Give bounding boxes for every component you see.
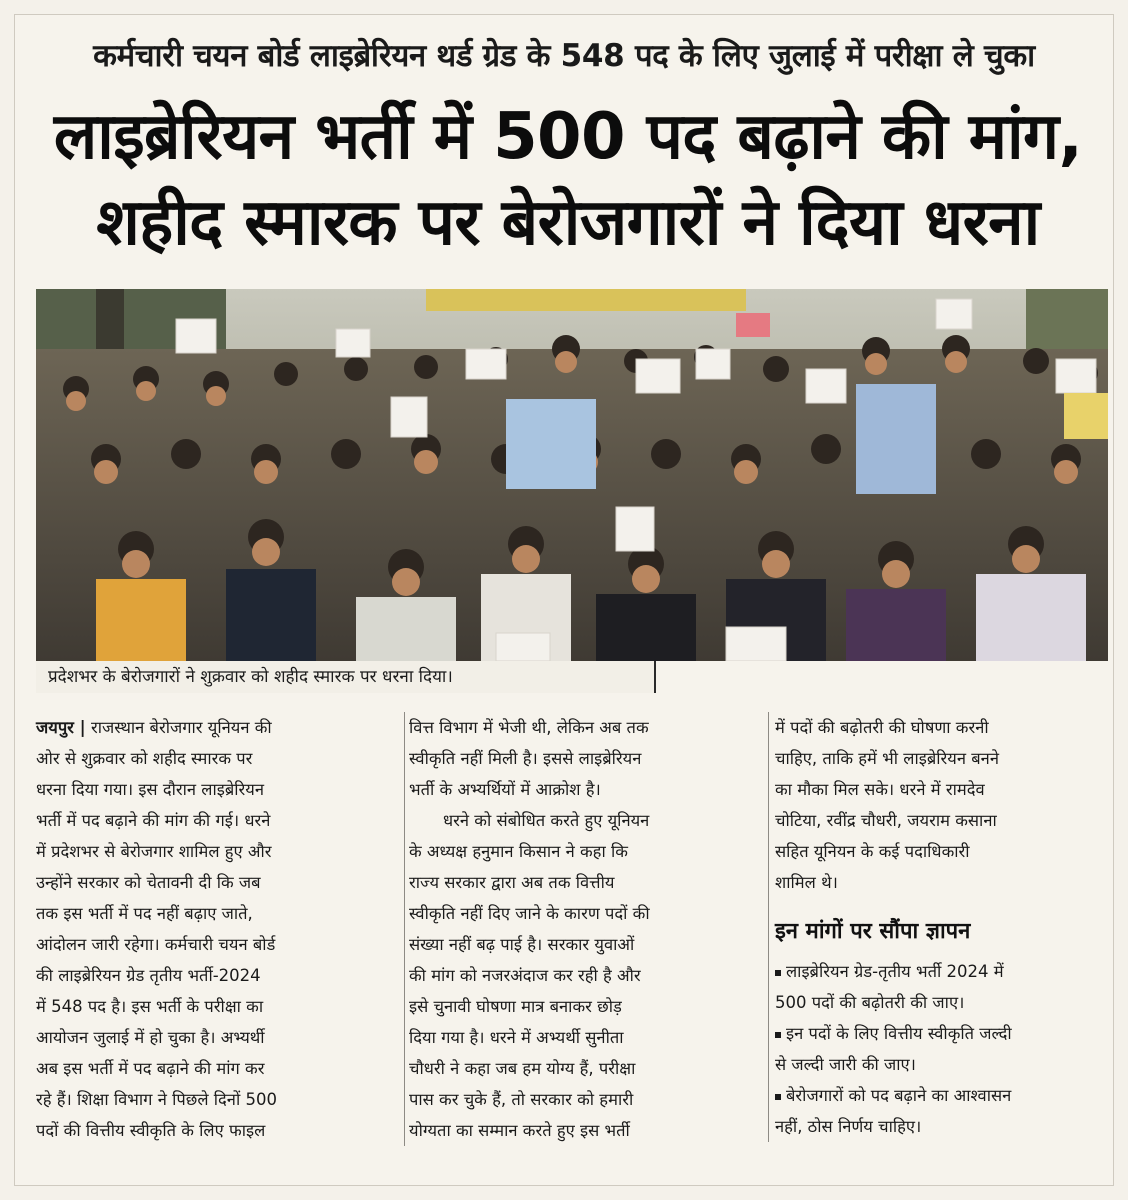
col2-line-1: वित्त विभाग में भेजी थी, लेकिन अब तक: [409, 718, 649, 737]
col3-line-3: का मौका मिल सके। धरने में रामदेव: [775, 780, 985, 799]
col1-line-14: पदों की वित्तीय स्वीकृति के लिए फाइल: [36, 1121, 266, 1140]
photo-caption: प्रदेशभर के बेरोजगारों ने शुक्रवार को शहीद स्मारक पर धरना दिया।: [36, 661, 656, 693]
col3-line-4: चोटिया, रवींद्र चौधरी, जयराम कसाना: [775, 811, 997, 830]
col2-line-9: की मांग को नजरअंदाज कर रही है और: [409, 966, 641, 985]
headline-line-1: लाइब्रेरियन भर्ती में 500 पद बढ़ाने की मांग,: [53, 100, 1083, 174]
article-column-2: [404, 712, 755, 1146]
col2-line-11: दिया गया है। धरने में अभ्यर्थी सुनीता: [409, 1028, 624, 1047]
col2-line-2: स्वीकृति नहीं मिली है। इससे लाइब्रेरियन: [409, 749, 642, 768]
col2-line-12: चौधरी ने कहा जब हम योग्य हैं, परीक्षा: [409, 1059, 636, 1078]
col3-line-1: में पदों की बढ़ोतरी की घोषणा करनी: [775, 718, 989, 737]
demands-subheading: इन मांगों पर सौंपा ज्ञापन: [775, 919, 971, 944]
col2-line-13: पास कर चुके हैं, तो सरकार को हमारी: [409, 1090, 634, 1109]
col2-line-5: के अध्यक्ष हनुमान किसान ने कहा कि: [409, 842, 628, 861]
col1-line-9: की लाइब्रेरियन ग्रेड तृतीय भर्ती-2024: [36, 966, 261, 985]
col2-line-10: इसे चुनावी घोषणा मात्र बनाकर छोड़: [409, 997, 622, 1016]
headline: [28, 94, 1108, 266]
protest-photo: [36, 289, 1108, 661]
bullet-icon: [775, 1094, 781, 1100]
col1-line-8: आंदोलन जारी रहेगा। कर्मचारी चयन बोर्ड: [36, 935, 276, 954]
col1-line-6: उन्होंने सरकार को चेतावनी दी कि जब: [36, 873, 261, 892]
article-column-1: [36, 712, 382, 1146]
article-column-3: [768, 712, 1115, 1142]
col1-line-1: जयपुर | राजस्थान बेरोजगार यूनियन की: [36, 718, 272, 737]
col1-line-7: तक इस भर्ती में पद नहीं बढ़ाए जाते,: [36, 904, 253, 923]
col1-line-5: में प्रदेशभर से बेरोजगार शामिल हुए और: [36, 842, 272, 861]
dateline: जयपुर |: [36, 718, 86, 737]
col3-line-5: सहित यूनियन के कई पदाधिकारी: [775, 842, 970, 861]
col2-line-4: धरने को संबोधित करते हुए यूनियन: [443, 811, 650, 830]
bullet-icon: [775, 970, 781, 976]
col3-line-2: चाहिए, ताकि हमें भी लाइब्रेरियन बनने: [775, 749, 999, 768]
col1-line-12: अब इस भर्ती में पद बढ़ाने की मांग कर: [36, 1059, 265, 1078]
col2-line-3: भर्ती के अभ्यर्थियों में आक्रोश है।: [409, 780, 601, 799]
demand-bullet-2: इन पदों के लिए वित्तीय स्वीकृति जल्दी: [775, 1018, 1115, 1049]
col1-line-2: ओर से शुक्रवार को शहीद स्मारक पर: [36, 749, 253, 768]
col1-line-11: आयोजन जुलाई में हो चुका है। अभ्यर्थी: [36, 1028, 265, 1047]
demand-bullet-3: बेरोजगारों को पद बढ़ाने का आश्वासन: [775, 1080, 1115, 1111]
col3-line-6: शामिल थे।: [775, 873, 838, 892]
col2-line-7: स्वीकृति नहीं दिए जाने के कारण पदों की: [409, 904, 650, 923]
demand-bullet-3-cont: नहीं, ठोस निर्णय चाहिए।: [775, 1117, 922, 1136]
col1-line-10: में 548 पद है। इस भर्ती के परीक्षा का: [36, 997, 264, 1016]
col1-line-3: धरना दिया गया। इस दौरान लाइब्रेरियन: [36, 780, 265, 799]
col2-line-6: राज्य सरकार द्वारा अब तक वित्तीय: [409, 873, 615, 892]
kicker-line: कर्मचारी चयन बोर्ड लाइब्रेरियन थर्ड ग्रेड के 548 पद के लिए जुलाई में परीक्षा ले चुका: [93, 38, 1035, 74]
col1-line-13: रहे हैं। शिक्षा विभाग ने पिछले दिनों 500: [36, 1090, 277, 1109]
demand-bullet-2-cont: से जल्दी जारी की जाए।: [775, 1055, 916, 1074]
col2-line-14: योग्यता का सम्मान करते हुए इस भर्ती: [409, 1121, 630, 1140]
demand-bullet-1-cont: 500 पदों की बढ़ोतरी की जाए।: [775, 993, 965, 1012]
col2-line-8: संख्या नहीं बढ़ पाई है। सरकार युवाओं: [409, 935, 635, 954]
headline-line-2: शहीद स्मारक पर बेरोजगारों ने दिया धरना: [96, 186, 1040, 260]
col1-line-4: भर्ती में पद बढ़ाने की मांग की गई। धरने: [36, 811, 271, 830]
bullet-icon: [775, 1032, 781, 1038]
demand-bullet-1: लाइब्रेरियन ग्रेड-तृतीय भर्ती 2024 में: [775, 956, 1115, 987]
